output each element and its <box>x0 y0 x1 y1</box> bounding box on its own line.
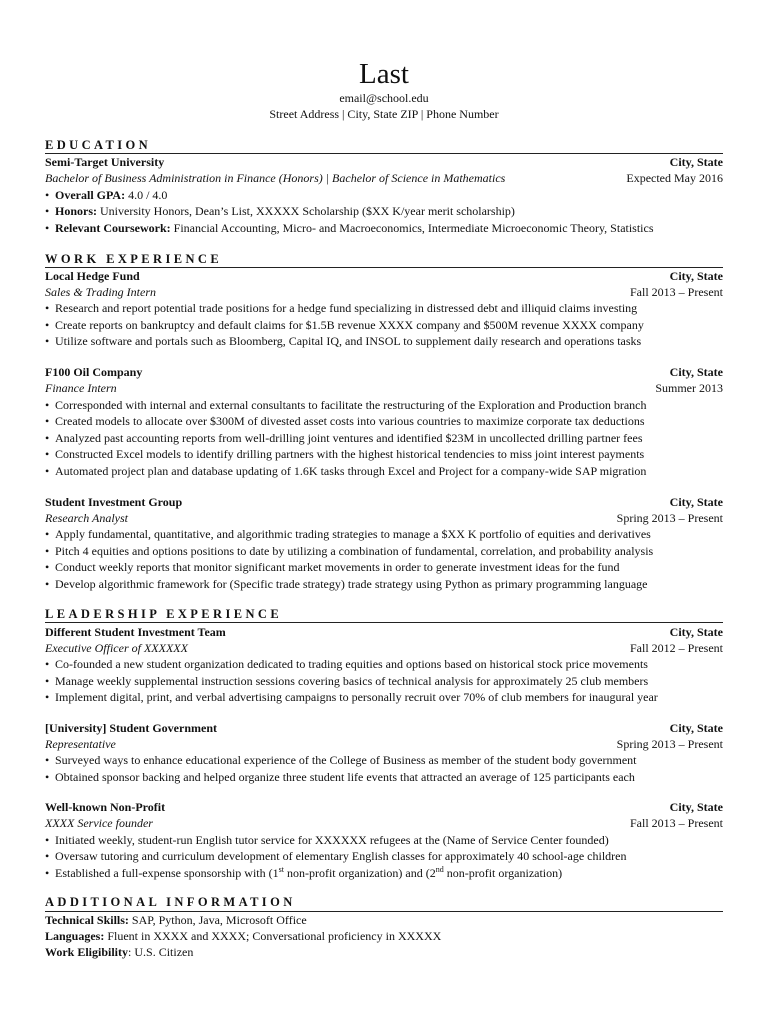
job-role-row: Sales & Trading Intern Fall 2013 – Present <box>45 285 723 299</box>
role-org-row: Different Student Investment Team City, State <box>45 625 723 639</box>
role-bullet: • Initiated weekly, student-run English tutor service for XXXXXX refugees at the (Name of Service Center founded) <box>45 833 609 847</box>
role-bullet: • Implement digital, print, and verbal advertising campaigns to personally recruit over 70% of club members for inaugural year <box>45 690 658 704</box>
additional-item: Work Eligibility: U.S. Citizen <box>45 945 194 959</box>
role-bullet: • Oversaw tutoring and curriculum development of elementary English classes for approximately 40 school-age children <box>45 849 627 863</box>
role-bullet: • Obtained sponsor backing and helped organize three student life events that attracted an average of 125 participants each <box>45 770 635 784</box>
section-divider <box>45 622 723 623</box>
additional-item: Technical Skills: SAP, Python, Java, Microsoft Office <box>45 913 307 927</box>
graduation-date: Expected May 2016 <box>626 171 723 185</box>
job-bullet: • Constructed Excel models to identify drilling partners with the highest historical tendencies to miss joint interest payments <box>45 447 645 461</box>
role-title-row: Executive Officer of XXXXXX Fall 2012 – Present <box>45 641 723 655</box>
job-org-row: F100 Oil Company City, State <box>45 365 723 379</box>
additional-item: Languages: Fluent in XXXX and XXXX; Conversational proficiency in XXXXX <box>45 929 442 943</box>
education-item: • Honors: University Honors, Dean’s List, XXXXX Scholarship ($XX K/year merit scholarship) <box>45 204 515 218</box>
role-title-row: Representative Spring 2013 – Present <box>45 737 723 751</box>
job-bullet: • Create reports on bankruptcy and default claims for $1.5B revenue XXXX company and $500M revenue XXXX company <box>45 318 644 332</box>
job-bullet: • Research and report potential trade positions for a hedge fund specializing in distressed debt and illiquid claims investing <box>45 301 638 315</box>
education-item: • Overall GPA: 4.0 / 4.0 <box>45 188 168 202</box>
role-bullet: • Manage weekly supplemental instruction sessions covering basics of technical analysis for approximately 25 club members <box>45 674 649 688</box>
job-bullet: • Conduct weekly reports that monitor significant market movements in order to generate investment ideas for the fund <box>45 560 620 574</box>
job-bullet: • Created models to allocate over $300M of divested asset costs into various countries to maximize corporate tax deductions <box>45 414 645 428</box>
job-org-row: Local Hedge Fund City, State <box>45 269 723 283</box>
role-org-row: [University] Student Government City, State <box>45 721 723 735</box>
school-location: City, State <box>669 155 723 169</box>
job-bullet: • Analyzed past accounting reports from well-drilling joint ventures and identified $23M in uncollected drilling partner fees <box>45 431 643 445</box>
email: email@school.edu <box>339 91 429 105</box>
address-line: Street Address | City, State ZIP | Phone Number <box>269 107 499 121</box>
candidate-name: Last <box>359 58 409 90</box>
job-bullet: • Corresponded with internal and external consultants to facilitate the restructuring of the Exploration and Production branch <box>45 398 647 412</box>
job-bullet: • Utilize software and portals such as Bloomberg, Capital IQ, and INSOL to supplement daily research and operations tasks <box>45 334 642 348</box>
job-org-row: Student Investment Group City, State <box>45 495 723 509</box>
role-bullet: • Surveyed ways to enhance educational experience of the College of Business as member of the student body government <box>45 753 637 767</box>
role-org-row: Well-known Non-Profit City, State <box>45 800 723 814</box>
job-role-row: Research Analyst Spring 2013 – Present <box>45 511 723 525</box>
section-title-additional: ADDITIONAL INFORMATION <box>45 895 296 909</box>
section-title-leadership: LEADERSHIP EXPERIENCE <box>45 607 283 621</box>
role-bullet: • Co-founded a new student organization dedicated to trading equities and options based on historical stock price movements <box>45 657 648 671</box>
role-title-row: XXXX Service founder Fall 2013 – Present <box>45 816 723 830</box>
education-school-row <box>45 154 723 170</box>
section-title-education: EDUCATION <box>45 138 152 152</box>
role-bullet: • Established a full-expense sponsorship with (1st non-profit organization) and (2nd non-profit organization) <box>45 865 563 880</box>
education-item: • Relevant Coursework: Financial Accounting, Micro- and Macroeconomics, Intermediate Microeconomic Theory, Statistics <box>45 221 654 235</box>
school-name: Semi-Target University <box>45 155 165 169</box>
job-bullet: • Develop algorithmic framework for (Specific trade strategy) trade strategy using Python as primary programming language <box>45 577 648 591</box>
education-degree-row <box>45 170 723 186</box>
job-bullet: • Automated project plan and database updating of 1.6K tasks through Excel and Project for a company-wide SAP migration <box>45 464 647 478</box>
job-bullet: • Apply fundamental, quantitative, and algorithmic trading strategies to manage a $XX K portfolio of equities and derivatives <box>45 527 651 541</box>
degree: Bachelor of Business Administration in Finance (Honors) | Bachelor of Science in Mathematics <box>45 171 506 185</box>
job-role-row: Finance Intern Summer 2013 <box>45 381 723 395</box>
section-title-work: WORK EXPERIENCE <box>45 252 223 266</box>
job-bullet: • Pitch 4 equities and options positions to date by utilizing a combination of fundamental, correlation, and probability analysis <box>45 544 654 558</box>
